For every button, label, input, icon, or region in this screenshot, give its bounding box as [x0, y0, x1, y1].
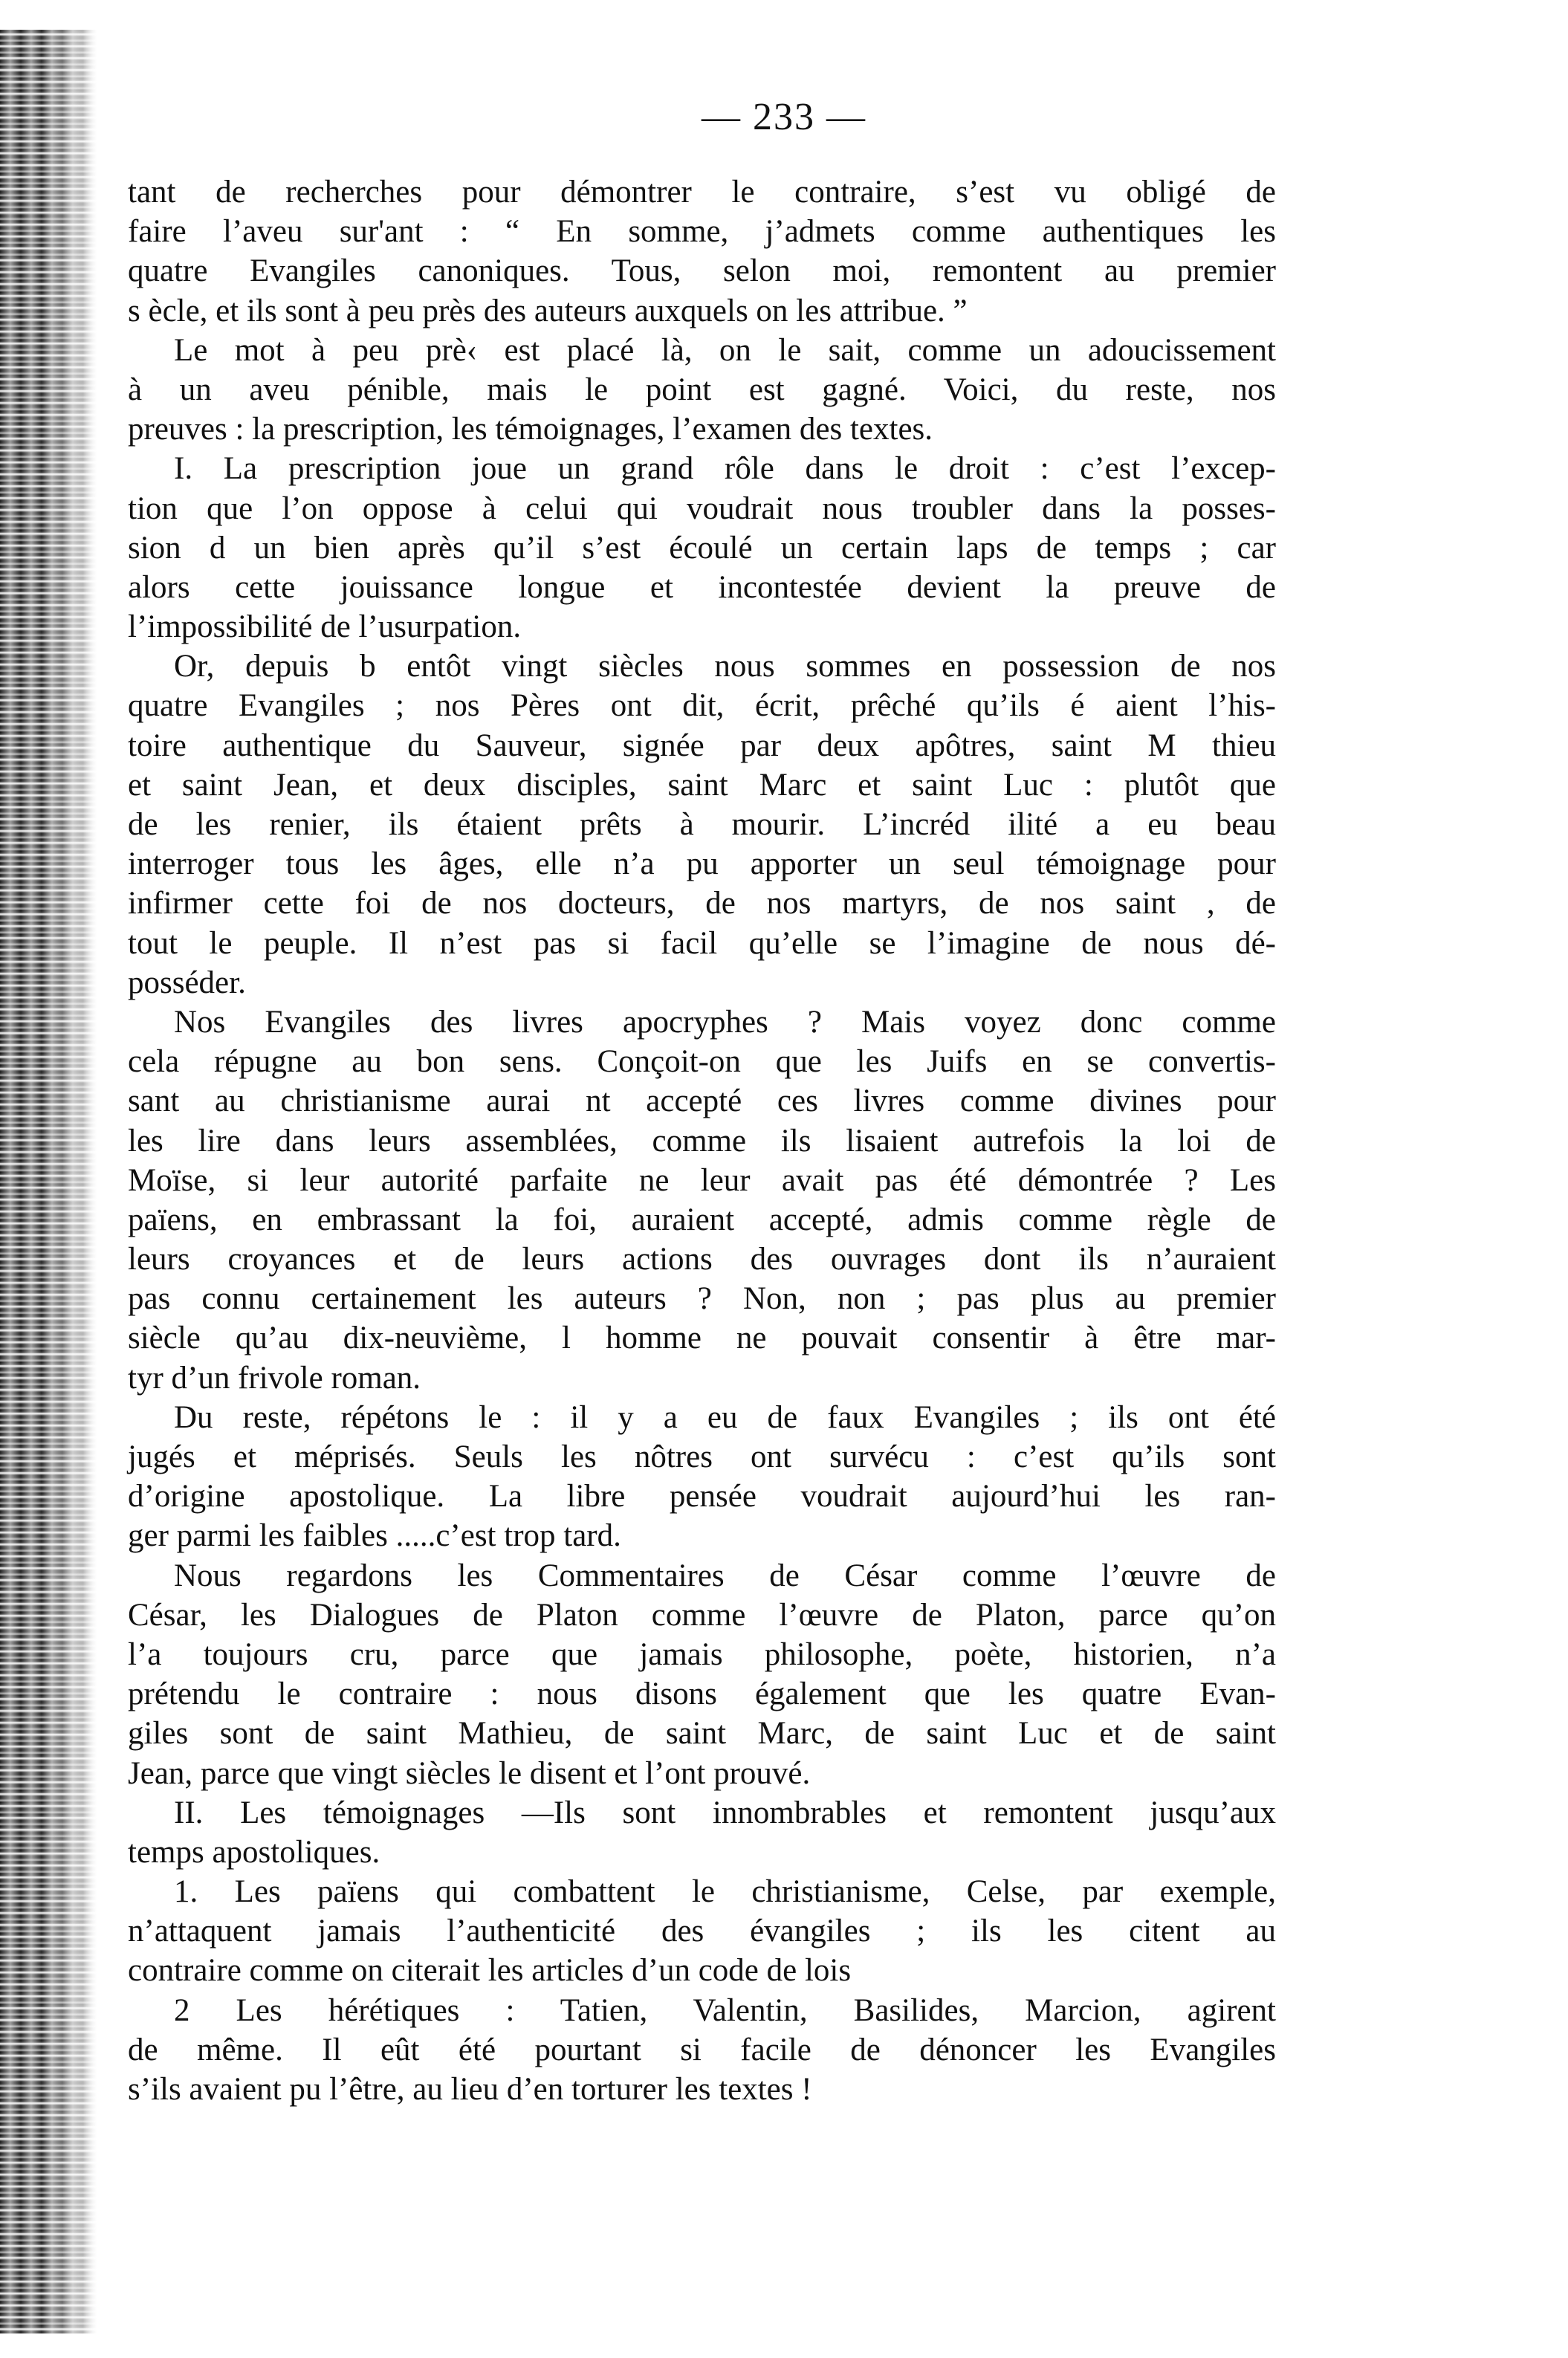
- text-line: leurs croyances et de leurs actions des ouvrages dont ils n’auraient: [128, 1242, 1276, 1277]
- text-line: quatre Evangiles ; nos Pères ont dit, écrit, prêché qu’ils é aient l’his-: [128, 688, 1276, 724]
- text-line: César, les Dialogues de Platon comme l’œuvre de Platon, parce qu’on: [128, 1597, 1276, 1633]
- text-line: sant au christianisme aurai nt accepté ces livres comme divines pour: [128, 1084, 1276, 1119]
- text-line: tant de recherches pour démontrer le contraire, s’est vu obligé de: [128, 175, 1276, 210]
- text-line: et saint Jean, et deux disciples, saint Marc et saint Luc : plutôt que: [128, 767, 1276, 803]
- text-line: s’ils avaient pu l’être, au lieu d’en torturer les textes !: [128, 2072, 812, 2107]
- text-line: alors cette jouissance longue et incontestée devient la preuve de: [128, 569, 1276, 605]
- page-number: — 233 —: [702, 96, 866, 138]
- text-line: d’origine apostolique. La libre pensée voudrait aujourd’hui les ran-: [128, 1479, 1276, 1515]
- text-line: Le mot à peu prè‹ est placé là, on le sait, comme un adoucissement: [174, 332, 1276, 368]
- text-line: interroger tous les âges, elle n’a pu apporter un seul témoignage pour: [128, 846, 1276, 882]
- text-line: contraire comme on citerait les articles d’un code de lois: [128, 1953, 852, 1989]
- text-line: I. La prescription joue un grand rôle dans le droit : c’est l’excep-: [174, 451, 1276, 487]
- text-line: cela répugne au bon sens. Conçoit-on que les Juifs en se convertis-: [128, 1044, 1276, 1080]
- text-line: tyr d’un frivole roman.: [128, 1360, 421, 1396]
- text-line: siècle qu’au dix-neuvième, l homme ne pouvait consentir à être mar-: [128, 1321, 1276, 1356]
- text-line: 1. Les païens qui combattent le christianisme, Celse, par exemple,: [174, 1874, 1276, 1910]
- book-binding-edge: [0, 30, 97, 2333]
- text-line: de les renier, ils étaient prêts à mourir. L’incréd ilité a eu beau: [128, 807, 1276, 842]
- text-line: infirmer cette foi de nos docteurs, de nos martyrs, de nos saint , de: [128, 886, 1276, 922]
- text-line: giles sont de saint Mathieu, de saint Marc, de saint Luc et de saint: [128, 1716, 1276, 1752]
- text-line: l’a toujours cru, parce que jamais philosophe, poète, historien, n’a: [128, 1636, 1276, 1672]
- text-line: n’attaquent jamais l’authenticité des évangiles ; ils les citent au: [128, 1914, 1276, 1949]
- text-line: temps apostoliques.: [128, 1834, 380, 1870]
- text-line: 2 Les hérétiques : Tatien, Valentin, Basilides, Marcion, agirent: [174, 1992, 1276, 2028]
- text-line: sion d un bien après qu’il s’est écoulé un certain laps de temps ; car: [128, 530, 1276, 566]
- text-line: Or, depuis b entôt vingt siècles nous sommes en possession de nos: [174, 649, 1276, 684]
- text-line: Nos Evangiles des livres apocryphes ? Mais voyez donc comme: [174, 1004, 1276, 1040]
- text-line: Moïse, si leur autorité parfaite ne leur avait pas été démontrée ? Les: [128, 1162, 1276, 1198]
- text-line: s ècle, et ils sont à peu près des auteurs auxquels on les attribue. ”: [128, 293, 968, 328]
- text-line: l’impossibilité de l’usurpation.: [128, 609, 522, 645]
- text-line: pas connu certainement les auteurs ? Non, non ; pas plus au premier: [128, 1281, 1276, 1317]
- text-line: Jean, parce que vingt siècles le disent et l’ont prouvé.: [128, 1755, 811, 1791]
- body-text: [128, 172, 1276, 2109]
- text-line: les lire dans leurs assemblées, comme ils lisaient autrefois la loi de: [128, 1123, 1276, 1159]
- text-line: preuves : la prescription, les témoignages, l’examen des textes.: [128, 412, 933, 447]
- text-line: II. Les témoignages —Ils sont innombrables et remontent jusqu’aux: [174, 1795, 1276, 1830]
- text-line: ger parmi les faibles .....c’est trop tard.: [128, 1518, 621, 1554]
- text-line: posséder.: [128, 965, 246, 1000]
- text-line: tion que l’on oppose à celui qui voudrait nous troubler dans la posses-: [128, 490, 1276, 526]
- text-line: jugés et méprisés. Seuls les nôtres ont survécu : c’est qu’ils sont: [128, 1439, 1276, 1474]
- text-line: prétendu le contraire : nous disons également que les quatre Evan-: [128, 1677, 1276, 1712]
- text-line: faire l’aveu sur'ant : “ En somme, j’admets comme authentiques les: [128, 214, 1276, 250]
- text-line: de même. Il eût été pourtant si facile de dénoncer les Evangiles: [128, 2032, 1276, 2067]
- text-line: Nous regardons les Commentaires de César comme l’œuvre de: [174, 1558, 1276, 1593]
- text-line: quatre Evangiles canoniques. Tous, selon moi, remontent au premier: [128, 253, 1276, 289]
- text-line: toire authentique du Sauveur, signée par deux apôtres, saint M thieu: [128, 728, 1276, 763]
- text-line: tout le peuple. Il n’est pas si facil qu’elle se l’imagine de nous dé-: [128, 925, 1276, 961]
- text-line: à un aveu pénible, mais le point est gagné. Voici, du reste, nos: [128, 372, 1276, 407]
- text-line: Du reste, répétons le : il y a eu de faux Evangiles ; ils ont été: [174, 1399, 1276, 1435]
- text-line: païens, en embrassant la foi, auraient accepté, admis comme règle de: [128, 1202, 1276, 1237]
